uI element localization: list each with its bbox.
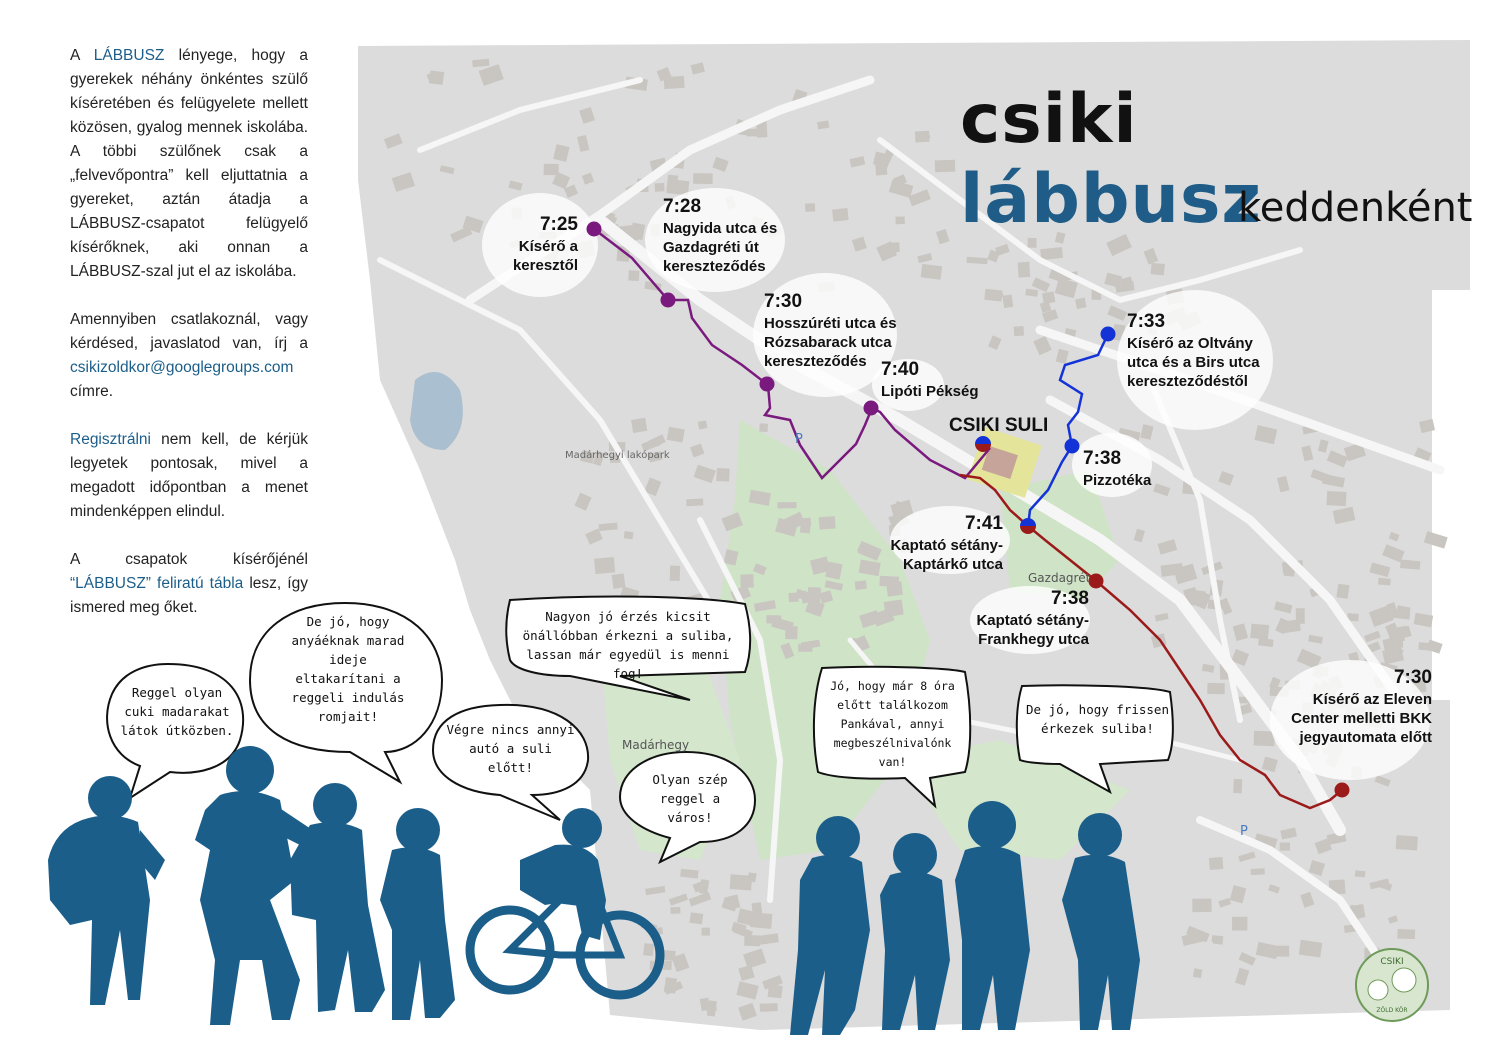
parking-sign: P bbox=[795, 432, 803, 447]
map-building bbox=[643, 943, 654, 956]
intro-paragraph-2: Amennyiben csatlakoznál, vagy kérdésed, javaslatod van, írj a csikizoldkor@googlegroups.com címre. bbox=[70, 311, 308, 400]
sign-note: “LÁBBUSZ” feliratú tábla bbox=[70, 575, 244, 592]
bubble-text-city: Olyan szép reggel a város! bbox=[652, 772, 728, 825]
map-building bbox=[1042, 291, 1056, 304]
map-building bbox=[544, 164, 559, 176]
map-label-lakopark: Madárhegyi lakópark bbox=[565, 450, 670, 461]
intro-paragraph-1: A LÁBBUSZ lényege, hogy a gyerekek néhány önkéntes szülő kíséretében és felügyelete mellett közösen, gyalog mennek iskolába. A többi szülőnek csak a „felvevőpontra” kell eljuttatnia a gyereket, aztán átadja a LÁBBUSZ-csapatot felügyelő kísérőknek, aki onnan a LÁBBUSZ-szal jut el az iskolába. bbox=[70, 47, 308, 280]
stop-label-730a: 7:30 Hosszúréti utca és Rózsabarack utca kereszteződés bbox=[764, 291, 897, 370]
map-building bbox=[760, 1003, 778, 1012]
map-building bbox=[670, 907, 680, 914]
map-building bbox=[1397, 929, 1415, 939]
map-building bbox=[1192, 898, 1211, 912]
map-building bbox=[594, 557, 615, 574]
map-building bbox=[670, 566, 681, 581]
email-link[interactable]: csikizoldkor@googlegroups.com bbox=[70, 359, 294, 376]
bubble-text-birds: Reggel olyan cuki madarakat látok útközben. bbox=[120, 685, 234, 738]
map-building bbox=[628, 270, 639, 281]
stop-label-741: 7:41 Kaptató sétány-Kaptárkő utca bbox=[890, 513, 1003, 573]
map-building bbox=[896, 216, 905, 224]
title-block bbox=[960, 80, 1473, 240]
map-building bbox=[689, 912, 703, 924]
map-building bbox=[832, 208, 849, 222]
map-building bbox=[747, 129, 762, 137]
map-building bbox=[1002, 295, 1013, 309]
title-accent: lábbusz bbox=[960, 160, 1263, 239]
map-building bbox=[1193, 968, 1202, 978]
map-building bbox=[698, 420, 708, 429]
map-building bbox=[1400, 560, 1420, 570]
map-building bbox=[984, 289, 1002, 302]
zold-kor-logo bbox=[1356, 949, 1428, 1021]
map-building bbox=[1018, 262, 1031, 278]
map-building bbox=[921, 264, 942, 280]
bubble-text-independent: Nagyon jó érzés kicsit önállóbban érkezni a suliba, lassan már egyedül is menni fog! bbox=[522, 609, 734, 681]
intro-paragraph-3: Regisztrálni nem kell, de kérjük legyetek pontosak, mivel a megadott időpontban a menet mindenképpen elindul. bbox=[70, 431, 308, 520]
map-building bbox=[686, 499, 703, 507]
map-building bbox=[667, 427, 685, 443]
map-building bbox=[1209, 857, 1223, 870]
map-building bbox=[1151, 263, 1165, 275]
map-building bbox=[798, 644, 812, 652]
map-building bbox=[805, 203, 815, 212]
map-building bbox=[1250, 624, 1269, 640]
intro-text bbox=[70, 44, 308, 644]
bubble-text-fresh: De jó, hogy frissen érkezek suliba! bbox=[1026, 702, 1169, 736]
map-label-gazdagret: Gazdagrét bbox=[1028, 571, 1091, 585]
map-building bbox=[744, 935, 760, 946]
map-building bbox=[730, 874, 752, 890]
stop-marker-733 bbox=[1101, 327, 1116, 342]
bubble-text-cars: Végre nincs annyi autó a suli előtt! bbox=[446, 722, 575, 775]
stop-label-725: 7:25 Kísérő a keresztől bbox=[512, 214, 578, 274]
map-building bbox=[1280, 843, 1290, 851]
map-building bbox=[1232, 917, 1247, 931]
map-building bbox=[1075, 298, 1087, 310]
map-building bbox=[935, 160, 956, 173]
map-building bbox=[472, 59, 489, 67]
stop-label-738a: 7:38 Pizzotéka bbox=[1083, 448, 1152, 489]
map-building bbox=[740, 574, 753, 588]
stop-marker-741 bbox=[1020, 518, 1036, 534]
page-subtitle: keddenként bbox=[1238, 185, 1473, 231]
stop-marker-730b bbox=[1335, 783, 1350, 798]
stop-marker-738b bbox=[1089, 574, 1104, 589]
map-building bbox=[1326, 491, 1346, 506]
map-building bbox=[1207, 683, 1224, 694]
map-building bbox=[1299, 940, 1323, 958]
map-building bbox=[800, 523, 811, 533]
stop-label-730b: 7:30 Kísérő az Eleven Center melletti BKK jegyautomata előtt bbox=[1291, 667, 1432, 746]
map-building bbox=[624, 531, 634, 539]
register-link[interactable]: Regisztrálni bbox=[70, 431, 151, 448]
map-building bbox=[766, 615, 781, 624]
stop-marker-730a bbox=[760, 377, 775, 392]
map-building bbox=[612, 573, 626, 589]
map-building bbox=[706, 1002, 717, 1012]
map-building bbox=[1355, 870, 1365, 877]
map-building bbox=[1040, 247, 1063, 260]
logo-top-text: CSIKI bbox=[1380, 957, 1404, 967]
parking-sign: P bbox=[1240, 824, 1248, 839]
map-building bbox=[631, 418, 647, 433]
map-building bbox=[1378, 578, 1391, 586]
map-building bbox=[655, 183, 665, 192]
map-building bbox=[777, 502, 796, 509]
map-building bbox=[1233, 779, 1242, 793]
map-building bbox=[1271, 946, 1289, 957]
bubble-text-mothers: De jó, hogy anyáéknak marad ideje eltakarítani a reggeli indulás romjait! bbox=[291, 614, 405, 724]
brand-name: LÁBBUSZ bbox=[93, 47, 165, 64]
stop-marker-740 bbox=[864, 401, 879, 416]
map-building bbox=[819, 516, 836, 529]
bubble-text-panka: Jó, hogy már 8 óra előtt találkozom Pankával, annyi megbeszélnivalónk van! bbox=[830, 679, 955, 769]
school-label: CSIKI SULI bbox=[949, 415, 1049, 436]
map-building bbox=[1014, 326, 1024, 336]
map-building bbox=[759, 423, 768, 432]
map-building bbox=[884, 599, 904, 617]
school-marker bbox=[975, 436, 991, 452]
stop-marker-728 bbox=[661, 293, 676, 308]
map-building bbox=[1251, 868, 1265, 875]
map-building bbox=[855, 580, 867, 590]
intro-paragraph-4: A csapatok kísérőjénél “LÁBBUSZ” feliratú tábla lesz, így ismered meg őket. bbox=[70, 551, 308, 616]
stop-label-738b: 7:38 Kaptató sétány-Frankhegy utca bbox=[976, 588, 1089, 648]
stop-label-733: 7:33 Kísérő az Oltvány utca és a Birs utca kereszteződéstől bbox=[1127, 311, 1260, 390]
stop-label-740: 7:40 Lipóti Pékség bbox=[881, 359, 979, 400]
map-building bbox=[1211, 935, 1222, 943]
stop-label-728: 7:28 Nagyida utca és Gazdagréti út kereszteződés bbox=[663, 196, 778, 275]
lake bbox=[410, 372, 463, 450]
map-building bbox=[768, 984, 783, 998]
logo-bottom-text: ZÖLD KÖR bbox=[1376, 1007, 1408, 1014]
map-building bbox=[693, 173, 713, 184]
stop-marker-738a bbox=[1065, 439, 1080, 454]
stop-marker-725 bbox=[587, 222, 602, 237]
map-building bbox=[716, 468, 729, 482]
map-building bbox=[1336, 584, 1349, 599]
page-title: csiki lábbusz bbox=[960, 80, 1263, 239]
map-label-madarhegy: Madárhegy bbox=[622, 738, 690, 752]
map-building bbox=[702, 928, 710, 936]
map-building bbox=[1396, 835, 1418, 850]
map-building bbox=[879, 576, 899, 587]
